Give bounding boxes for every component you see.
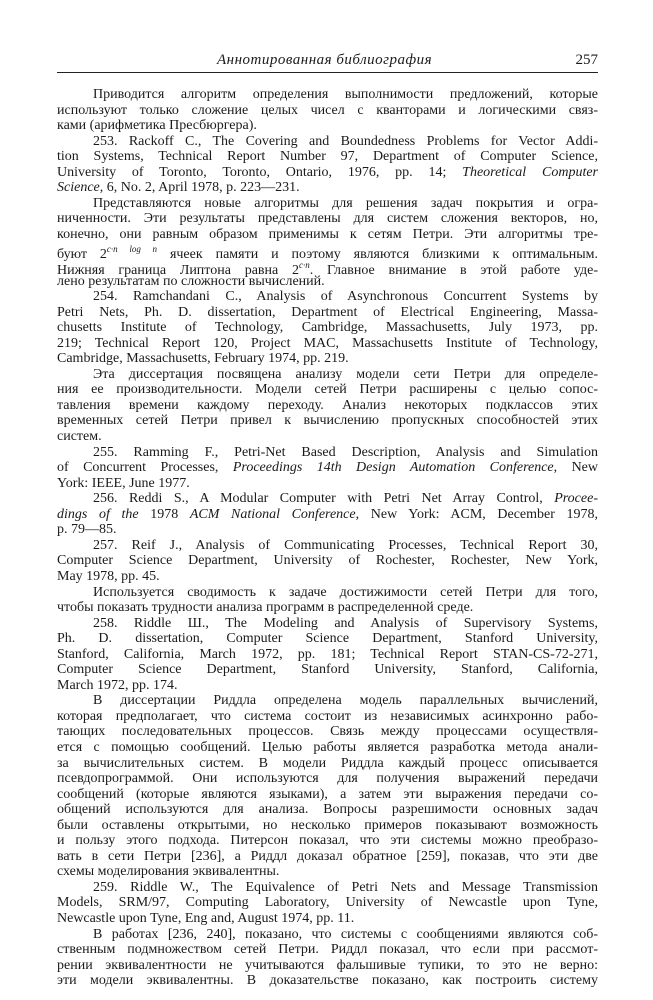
text-line: систем.	[57, 429, 102, 445]
text-line: ниченности. Эти результаты представлены для систем сложения векторов, но,	[57, 211, 598, 227]
text-line: Cambridge, Massachusetts, February 1974, pp. 219.	[57, 351, 349, 367]
text-line	[57, 165, 598, 181]
text-line: временных сетей Петри привел к вычислению пропускных способностей этих	[57, 413, 598, 429]
italic-text: dings of the	[57, 506, 151, 522]
text-line: tion Systems, Technical Report Number 97, Department of Computer Science,	[57, 149, 598, 165]
text-segment: 1978	[150, 506, 190, 522]
text-line: ется с помощью сообщений. Целью работы является разработка метода анали-	[57, 739, 598, 755]
text-line: York: IEEE, June 1977.	[57, 475, 190, 491]
reference-entry	[57, 134, 598, 196]
text-line: Computer Science Department, Stanford University, Stanford, California,	[57, 662, 598, 678]
header-title: Аннотированная библиография	[217, 52, 433, 68]
reference-entry	[57, 445, 598, 492]
text-segment: Нижняя граница Липтона равна 2	[57, 263, 299, 279]
annotation-paragraph	[57, 693, 598, 880]
reference-entry	[57, 616, 598, 694]
reference-entry	[57, 880, 598, 927]
reference-entry	[57, 538, 598, 585]
annotation-paragraph	[57, 367, 598, 445]
text-line: Приводится алгоритм определения выполнимости предложений, которые	[93, 87, 598, 102]
text-segment: 256. Reddi S., A Modular Computer with Petri Net Array Control,	[93, 491, 555, 507]
text-line: за вычислительных систем. В модели Риддла каждый процесс описывается	[57, 755, 598, 771]
text-line: В работах [236, 240], показано, что системы с сообщениями являются соб-	[93, 926, 598, 942]
text-line: лено результатам по сложности вычислений.	[57, 273, 325, 289]
text-line: В диссертации Риддла определена модель параллельных вычислений,	[93, 693, 598, 709]
page-body	[57, 87, 598, 989]
text-line: Newcastle upon Tyne, Eng and, August 1974, pp. 11.	[57, 910, 355, 926]
text-segment: , 6, No. 2, April 1978, p. 223—231.	[99, 180, 300, 196]
text-line: p. 79—85.	[57, 522, 117, 538]
text-line: Petri Nets, Ph. D. dissertation, Department of Electrical Engineering, Massa-	[57, 304, 598, 320]
superscript-exponent: c·n	[299, 260, 310, 271]
text-segment: , New	[553, 460, 598, 476]
text-line: Представляются новые алгоритмы для решения задач покрытия и огра-	[93, 195, 598, 211]
text-line: May 1978, pp. 45.	[57, 568, 160, 584]
text-line: эти модели эквивалентны. В доказательстве показано, как построить систему	[57, 973, 598, 989]
text-line: были оставлены открытыми, но несколько примеров показывают возможность	[57, 817, 598, 833]
text-line: чтобы показать трудности анализа программ в распределенной среде.	[57, 600, 474, 616]
text-line: ния ее производительности. Модели сетей Петри расширены с целью сопос-	[57, 382, 598, 398]
text-line: схемы моделирования эквивалентны.	[57, 864, 280, 880]
italic-text: ACM National Conference	[189, 506, 356, 522]
text-segment: , New York: ACM, December 1978,	[355, 506, 599, 522]
running-header	[57, 52, 598, 72]
text-line: Эта диссертация посвящена анализу модели сети Петри для определе-	[93, 366, 598, 382]
text-segment: . Главное внимание в этой работе уде-	[309, 263, 598, 279]
text-line: сообщений (которые являются языками), а затем эти выражения передачи со-	[57, 786, 598, 802]
text-line: 259. Riddle W., The Equivalence of Petri Nets and Message Transmission	[93, 879, 598, 895]
text-line: 258. Riddle Ш., The Modeling and Analysis of Supervisory Systems,	[93, 615, 598, 631]
text-segment: ячеек памяти и поэтому являются близкими к оптимальным.	[157, 247, 599, 263]
text-line	[57, 180, 598, 196]
text-line: рении эквивалентности не учитываются фальшивые тупики, то это не верно:	[57, 957, 598, 973]
text-line: тавления времени каждому переходу. Анализ некоторых подклассов этих	[57, 397, 598, 413]
superscript-exponent: c·n log n	[106, 244, 158, 255]
italic-text: Proceedings 14th Design Automation Conference	[232, 460, 554, 476]
text-line: 254. Ramchandani C., Analysis of Asynchronous Concurrent Systems by	[93, 289, 598, 305]
reference-entry	[57, 289, 598, 367]
text-segment: University of Toronto, Toronto, Ontario, 1976, pp. 14;	[57, 164, 463, 180]
annotation-paragraph	[57, 196, 598, 289]
text-line: общений используются для анализа. Вопросы разрешимости основных задач	[57, 802, 598, 818]
text-line: тающих последовательных процессов. Связь между процессами осуществля-	[57, 724, 598, 740]
text-line: псевдопрограммой. Они используются для получения выражений передачи	[57, 771, 598, 787]
italic-text: Procee-	[554, 491, 598, 507]
text-line: вать в сети Петри [236], а Риддл доказал обратное [259], показав, что эти две	[57, 848, 598, 864]
reference-entry	[57, 491, 598, 538]
text-line	[57, 460, 598, 476]
text-line: используют только сложение целых чисел с кванторами и логическими связ-	[57, 102, 598, 118]
text-line: Используется сводимость к задаче достижимости сетей Петри для того,	[93, 584, 598, 600]
text-line: Models, SRM/97, Computing Laboratory, University of Newcastle upon Tyne,	[57, 895, 598, 911]
italic-text: Theoretical Computer	[462, 164, 598, 180]
text-line: которая предполагает, что система состоит из независимых асинхронно рабо-	[57, 708, 598, 724]
page-number: 257	[575, 52, 598, 68]
text-line: и пользу этого подхода. Питерсон показал, что эти системы можно преобразо-	[57, 833, 598, 849]
italic-text: Science	[57, 180, 100, 196]
text-line: ственным подмножеством сетей Петри. Риддл показал, что если при рассмот-	[57, 942, 598, 958]
text-line	[57, 507, 598, 523]
text-line	[57, 242, 599, 263]
annotation-paragraph	[57, 927, 598, 989]
text-line	[57, 258, 598, 279]
text-line: March 1972, pp. 174.	[57, 677, 178, 693]
text-line	[57, 491, 598, 507]
text-line: Stanford, California, March 1972, pp. 181; Technical Report STAN-CS-72-271,	[57, 646, 598, 662]
text-line: ками (арифметика Пресбюргера).	[57, 118, 257, 134]
text-line: Computer Science Department, University of Rochester, Rochester, New York,	[57, 553, 598, 569]
text-line: 255. Ramming F., Petri-Net Based Description, Analysis and Simulation	[93, 444, 598, 460]
text-line: Ph. D. dissertation, Computer Science Department, Stanford University,	[57, 631, 598, 647]
text-segment: буют 2	[57, 247, 107, 263]
text-line: 253. Rackoff C., The Covering and Boundedness Problems for Vector Addi-	[93, 133, 598, 149]
text-line: 257. Reif J., Analysis of Communicating Processes, Technical Report 30,	[93, 537, 598, 553]
annotation-paragraph	[57, 87, 598, 134]
text-segment: of Concurrent Processes,	[57, 460, 233, 476]
header-rule	[57, 72, 598, 73]
text-line: конечно, они равным образом применимы к сетям Петри. Эти алгоритмы тре-	[57, 226, 598, 242]
text-line: 219; Technical Report 120, Project MAC, Massachusetts Institute of Technology,	[57, 335, 598, 351]
annotation-paragraph	[57, 585, 598, 616]
text-line: chusetts Institute of Technology, Cambridge, Massachusetts, July 1973, pp.	[57, 320, 598, 336]
